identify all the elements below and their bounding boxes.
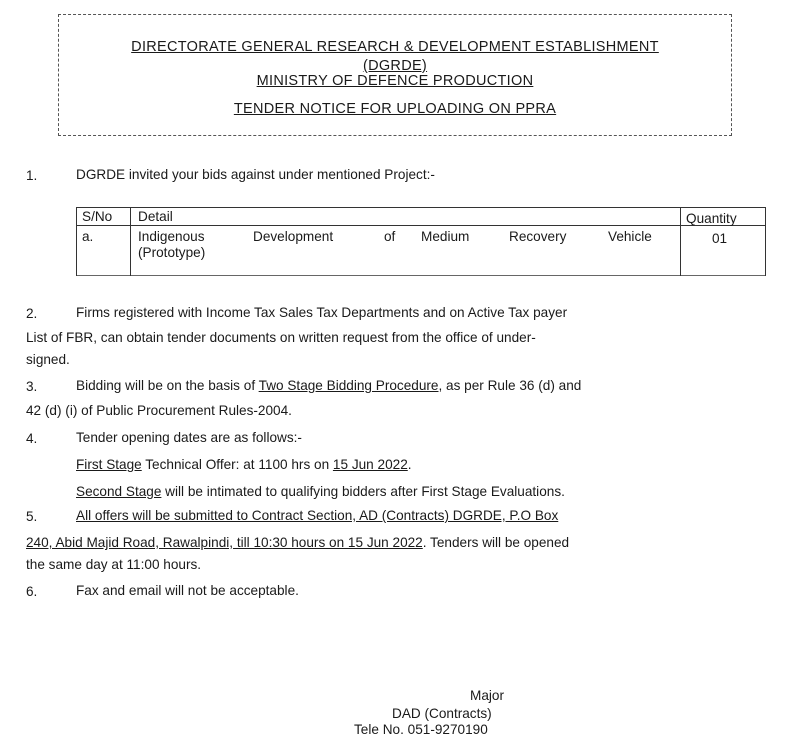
detail-word: Indigenous [138, 229, 205, 244]
para1-text: DGRDE invited your bids against under mentioned Project:- [76, 167, 435, 182]
header-org-abbr: (DGRDE) [362, 58, 428, 74]
para6-text: Fax and email will not be acceptable. [76, 583, 299, 598]
detail-word: Recovery [509, 229, 567, 244]
para5-line1: All offers will be submitted to Contract Section, AD (Contracts) DGRDE, P.O Box [76, 508, 559, 523]
header-ministry: MINISTRY OF DEFENCE PRODUCTION [256, 73, 534, 89]
signature-office: DAD (Contracts) [392, 706, 492, 721]
stage2-label: Second Stage [76, 484, 162, 499]
detail-word: Development [253, 229, 334, 244]
detail-line2: (Prototype) [138, 245, 206, 260]
table-header-quantity: Quantity [686, 211, 737, 226]
para4-line1: Tender opening dates are as follows:- [76, 430, 302, 445]
para5-line2 [26, 536, 569, 550]
para3-line1 [76, 379, 581, 393]
para5-text-b: . Tenders will be opened [422, 535, 570, 550]
stage2-text: will be intimated to qualifying bidders after First Stage Evaluations. [161, 484, 565, 499]
detail-word: Medium [421, 229, 470, 244]
signature-tele: Tele No. 051-9270190 [354, 722, 488, 737]
items-table [76, 207, 766, 277]
table-header-sno: S/No [82, 209, 113, 224]
para3-number: 3. [26, 379, 38, 394]
para4-stage2 [76, 485, 565, 499]
header-box [58, 14, 732, 136]
table-cell-quantity: 01 [712, 231, 728, 246]
para2-line2: List of FBR, can obtain tender documents on written request from the office of under- [26, 330, 536, 345]
para5-line3: the same day at 11:00 hours. [26, 557, 202, 572]
para6-number: 6. [26, 584, 38, 599]
para5-number: 5. [26, 509, 38, 524]
para1-number: 1. [26, 168, 38, 183]
para4-stage1 [76, 458, 412, 472]
signature-rank: Major [470, 688, 504, 703]
para2-number: 2. [26, 306, 38, 321]
para2-line1: Firms registered with Income Tax Sales Tax Departments and on Active Tax payer [76, 305, 568, 320]
para2-line3: signed. [26, 352, 70, 367]
stage1-end: . [407, 457, 412, 472]
para3-text-b: , as per Rule 36 (d) and [438, 378, 582, 393]
stage1-text: Technical Offer: at 1100 hrs on [141, 457, 333, 472]
stage1-date: 15 Jun 2022 [332, 457, 408, 472]
para3-line2: 42 (d) (i) of Public Procurement Rules-2004. [26, 403, 292, 418]
header-notice-title: TENDER NOTICE FOR UPLOADING ON PPRA [233, 101, 557, 117]
para3-procedure: Two Stage Bidding Procedure [258, 378, 439, 393]
header-org-name: DIRECTORATE GENERAL RESEARCH & DEVELOPMENT ESTABLISHMENT [131, 39, 659, 55]
stage1-label: First Stage [76, 457, 142, 472]
detail-word: of [384, 229, 396, 244]
para3-text-a: Bidding will be on the basis of [76, 378, 259, 393]
para5-address: 240, Abid Majid Road, Rawalpindi, till 10:30 hours on 15 Jun 2022 [26, 535, 423, 550]
table-cell-sno: a. [82, 229, 94, 244]
detail-word: Vehicle [608, 229, 652, 244]
para4-number: 4. [26, 431, 38, 446]
table-header-detail: Detail [138, 209, 173, 224]
